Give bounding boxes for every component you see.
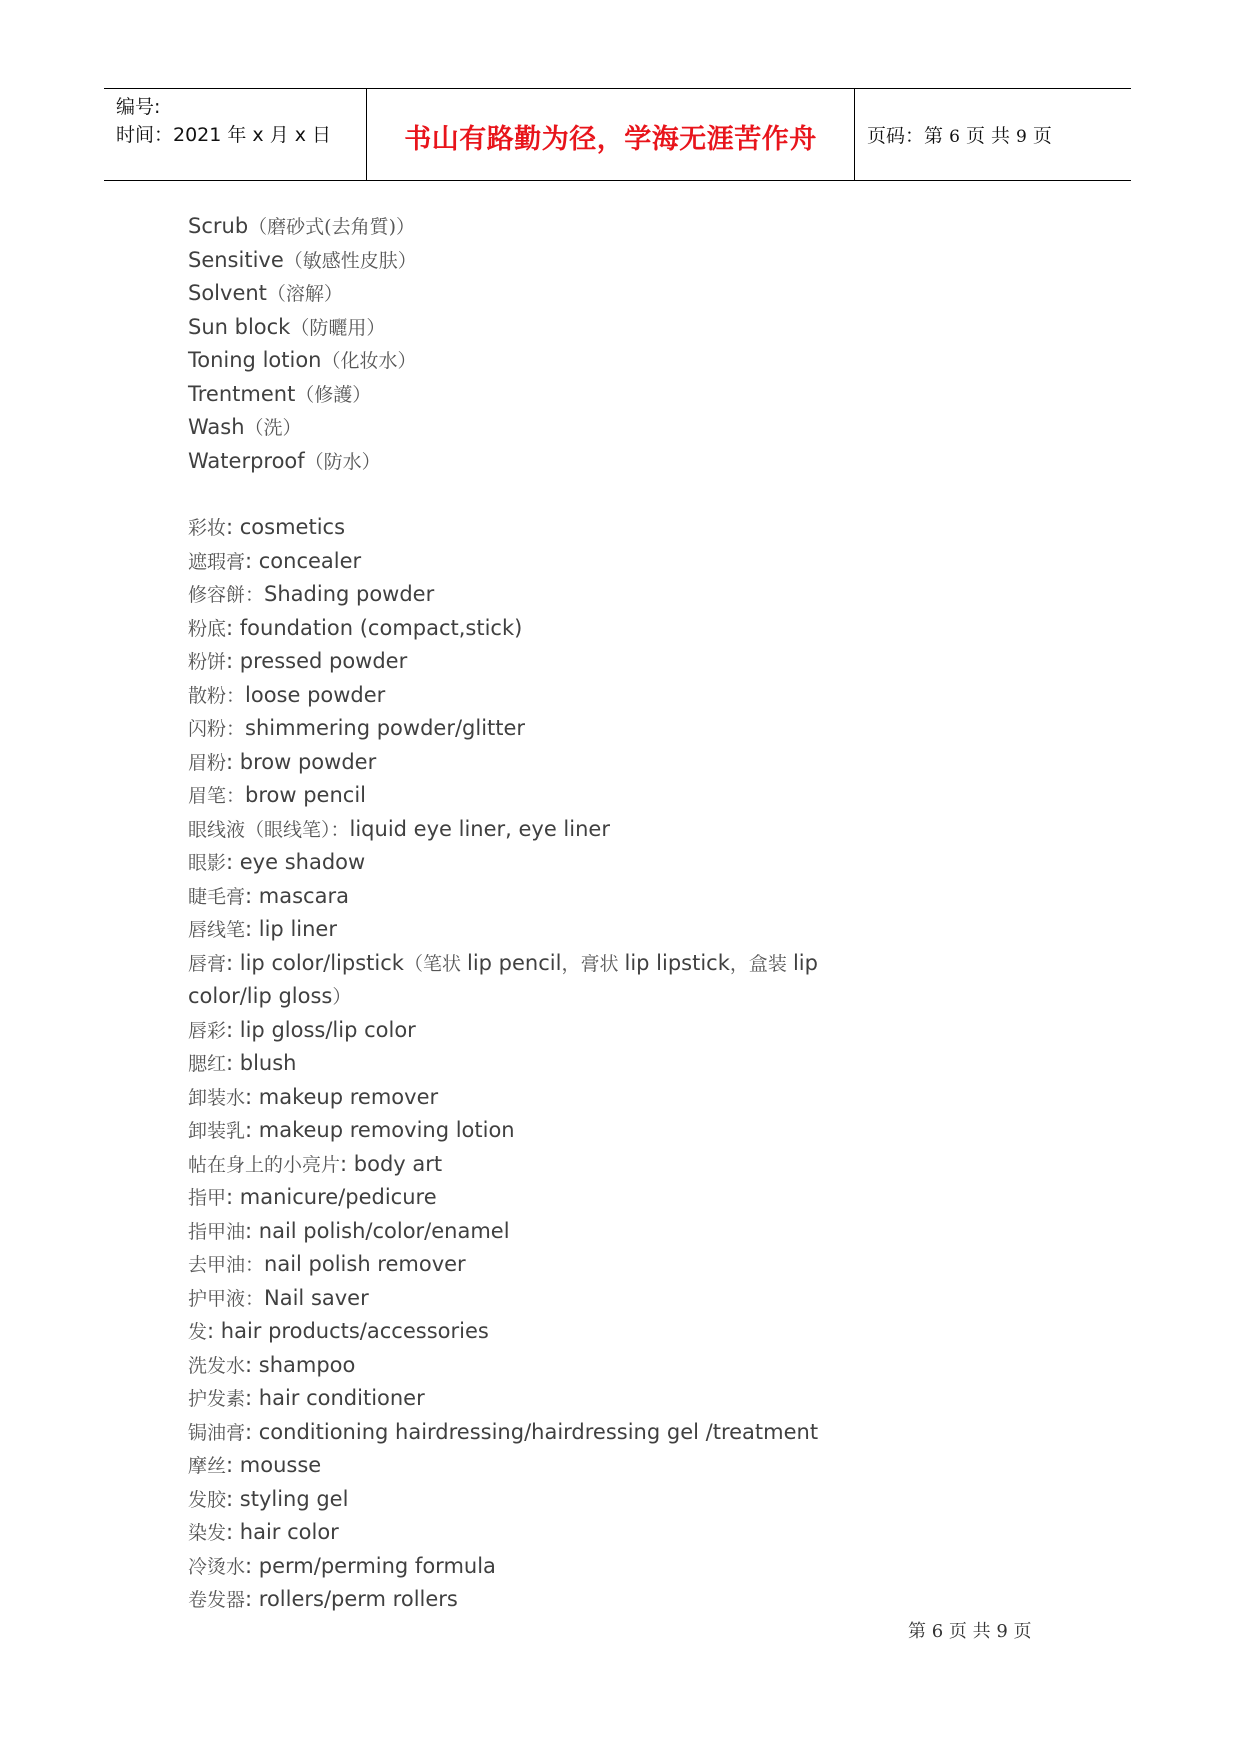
document-number-label: 编号: <box>116 96 161 118</box>
list-item <box>188 1349 888 1383</box>
list-item <box>188 1181 888 1215</box>
term-english: : foundation (compact,stick) <box>226 615 523 640</box>
term-english: Sun block <box>188 314 291 339</box>
term-english: Nail saver <box>264 1285 369 1310</box>
header-page-code: 页码：第 6 页 共 9 页 <box>867 125 1052 147</box>
list-item <box>188 779 888 813</box>
term-english: Waterproof <box>188 448 305 473</box>
term-english: : concealer <box>245 548 362 573</box>
page-footer: 第 6 页 共 9 页 <box>908 1621 1032 1642</box>
term-english: Sensitive <box>188 247 284 272</box>
term-chinese: 去甲油： <box>188 1254 265 1276</box>
term-chinese: 冷烫水 <box>188 1555 246 1578</box>
vocabulary-list <box>188 210 888 1617</box>
list-item <box>188 1248 888 1282</box>
term-english: Solvent <box>188 281 267 305</box>
term-english: Scrub <box>188 214 249 238</box>
list-item <box>188 1516 888 1550</box>
list-item <box>188 1081 888 1115</box>
term-chinese: 指甲油 <box>188 1220 246 1243</box>
list-item <box>188 445 888 479</box>
term-english: liquid eye liner, eye liner <box>349 816 610 841</box>
list-item <box>188 1449 888 1483</box>
term-chinese: 眼线液（眼线笔）： <box>188 818 350 841</box>
term-english: : lip liner <box>245 917 337 941</box>
list-item-lipstick: 唇膏: lip color/lipstick（笔状 lip pencil，膏状 lip lipstick，盒装 lip color/lip gloss） <box>188 950 818 1008</box>
term-english: : pressed powder <box>226 649 408 673</box>
term-chinese: 锔油膏 <box>188 1421 246 1444</box>
term-chinese: 指甲 <box>188 1187 227 1209</box>
list-item <box>188 846 888 880</box>
list-item <box>188 813 888 847</box>
term-chinese: 眉粉 <box>188 751 227 774</box>
term-english: : body art <box>340 1151 443 1176</box>
term-english: : conditioning hairdressing/hairdressing gel /treatment <box>245 1419 819 1444</box>
term-chinese: 洗发水 <box>188 1354 246 1377</box>
list-item <box>188 1047 888 1081</box>
list-item <box>188 578 888 612</box>
term-chinese: 粉饼 <box>188 651 227 673</box>
list-item <box>188 1148 888 1182</box>
section-gap <box>188 478 888 511</box>
list-item <box>188 1215 888 1249</box>
list-item <box>188 880 888 914</box>
term-chinese: （溶解） <box>266 283 343 305</box>
document-time-label: 时间：2021 年 x 月 x 日 <box>116 124 332 146</box>
term-chinese: （洗） <box>244 417 302 439</box>
list-item <box>188 411 888 445</box>
term-english: : styling gel <box>226 1486 349 1511</box>
term-english: shimmering powder/glitter <box>245 716 526 740</box>
list-item <box>188 612 888 646</box>
list-item <box>188 645 888 679</box>
list-item <box>188 712 888 746</box>
list-item <box>188 1483 888 1517</box>
skincare-terms-group <box>188 210 888 478</box>
list-item <box>188 746 888 780</box>
list-item <box>188 277 888 311</box>
term-english: : mousse <box>226 1453 322 1477</box>
header-meta-cell <box>104 89 367 180</box>
list-item <box>188 311 888 345</box>
term-chinese: 发胶 <box>188 1488 227 1511</box>
term-english: : hair products/accessories <box>207 1319 489 1343</box>
term-chinese: 遮瑕膏 <box>188 550 246 573</box>
list-item <box>188 378 888 412</box>
page-header <box>104 88 1131 181</box>
list-item <box>188 913 888 947</box>
list-item <box>188 1114 888 1148</box>
header-page-cell <box>855 89 1131 180</box>
term-chinese: 卸装乳 <box>188 1120 246 1142</box>
term-english: : rollers/perm rollers <box>245 1587 458 1611</box>
term-english: : eye shadow <box>226 850 366 874</box>
term-english: brow pencil <box>245 783 366 807</box>
term-english: : cosmetics <box>226 515 346 539</box>
term-chinese: 腮红 <box>188 1053 227 1075</box>
list-item <box>188 1382 888 1416</box>
term-english: : nail polish/color/enamel <box>245 1218 510 1243</box>
list-item <box>188 1315 888 1349</box>
term-chinese: 睫毛膏 <box>188 885 246 908</box>
term-english: : hair color <box>226 1520 339 1544</box>
list-item <box>188 1416 888 1450</box>
term-english: nail polish remover <box>264 1252 466 1276</box>
term-english: : mascara <box>245 883 349 908</box>
list-item <box>188 1282 888 1316</box>
list-item <box>188 1583 888 1617</box>
term-english: : brow powder <box>226 749 377 774</box>
list-item <box>188 545 888 579</box>
term-chinese: （化妆水） <box>321 350 417 372</box>
term-chinese: 发 <box>188 1321 208 1343</box>
term-chinese: （磨砂式(去角質)） <box>248 216 415 238</box>
term-chinese: 卷发器 <box>188 1589 246 1611</box>
term-english: : hair conditioner <box>245 1386 425 1410</box>
term-chinese: （防水） <box>304 450 381 473</box>
term-chinese: 唇线笔 <box>188 919 246 941</box>
term-chinese: 护发素 <box>188 1388 246 1410</box>
term-chinese: 帖在身上的小亮片 <box>188 1153 341 1176</box>
term-english: : makeup remover <box>245 1084 439 1109</box>
term-chinese: 卸装水 <box>188 1086 246 1109</box>
list-item <box>188 344 888 378</box>
term-english: : shampoo <box>245 1352 356 1377</box>
term-english: : blush <box>226 1051 297 1075</box>
makeup-terms-group <box>188 511 888 947</box>
list-item <box>188 1014 888 1048</box>
list-item <box>188 511 888 545</box>
list-item <box>188 244 888 278</box>
term-chinese: 护甲液： <box>188 1287 265 1310</box>
term-chinese: 修容餅： <box>188 584 265 606</box>
term-english: : lip gloss/lip color <box>226 1017 416 1042</box>
term-english: : manicure/pedicure <box>226 1185 437 1209</box>
term-chinese: （防曬用） <box>290 316 386 339</box>
list-item <box>188 1550 888 1584</box>
term-chinese: 眼影 <box>188 852 227 874</box>
makeup-hair-terms-group <box>188 1014 888 1617</box>
term-chinese: 眉笔： <box>188 785 246 807</box>
term-english: Shading powder <box>264 582 435 606</box>
term-english: Trentment <box>188 381 296 406</box>
term-chinese: 闪粉： <box>188 718 246 740</box>
list-item <box>188 679 888 713</box>
term-chinese: 粉底 <box>188 617 227 640</box>
term-chinese: 染发 <box>188 1522 227 1544</box>
term-english: Wash <box>188 415 245 439</box>
term-chinese: （敏感性皮肤） <box>283 249 417 272</box>
header-motto-cell <box>367 89 855 180</box>
list-item <box>188 210 888 244</box>
term-chinese: 彩妆 <box>188 517 227 539</box>
term-english: Toning lotion <box>188 348 322 372</box>
term-english: : perm/perming formula <box>245 1553 496 1578</box>
term-chinese: 散粉： <box>188 684 246 707</box>
term-english: : makeup removing lotion <box>245 1118 515 1142</box>
term-chinese: 摩丝 <box>188 1455 227 1477</box>
header-motto: 书山有路勤为径，学海无涯苦作舟 <box>404 124 817 155</box>
term-chinese: （修護） <box>295 383 372 406</box>
term-english: loose powder <box>245 682 386 707</box>
term-chinese: 唇彩 <box>188 1019 227 1042</box>
